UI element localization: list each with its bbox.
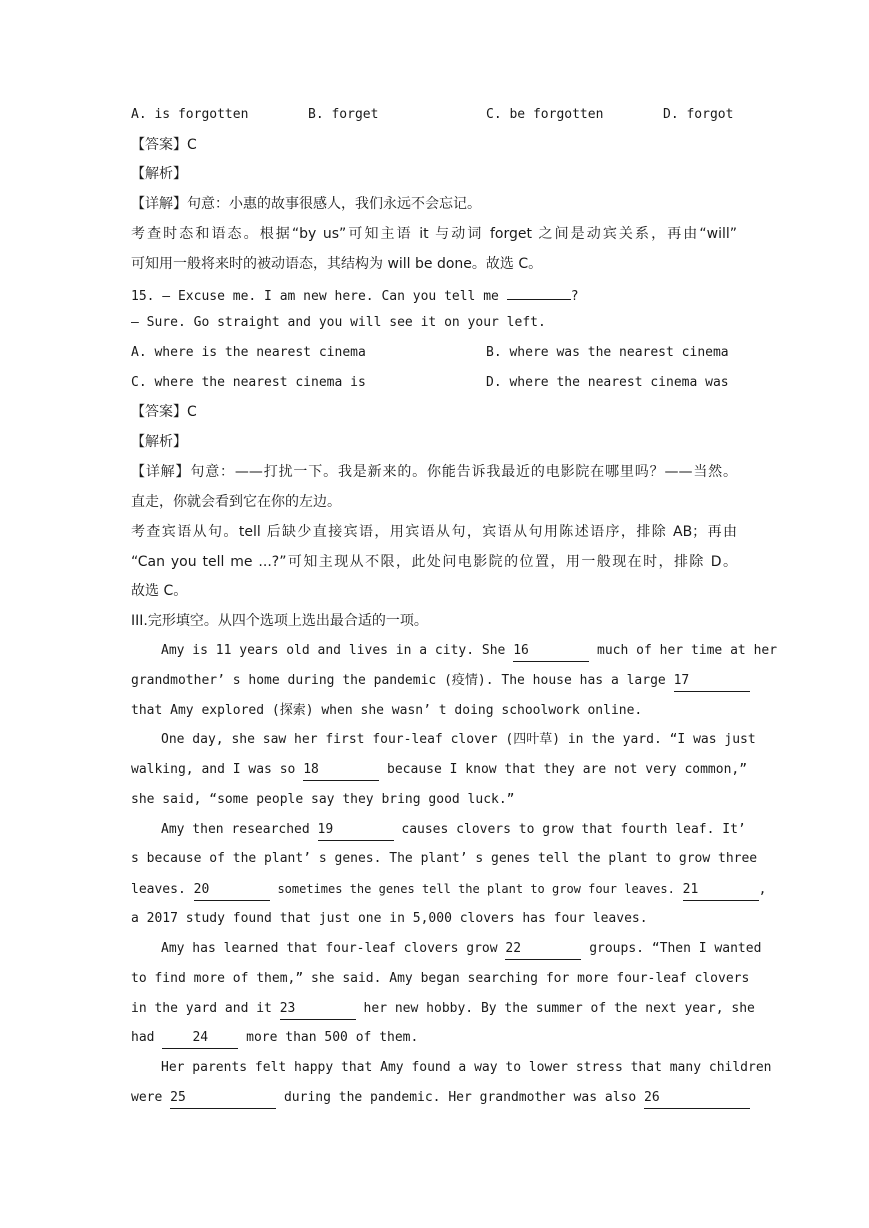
blank-20: 20: [194, 880, 270, 901]
passage-p4-line-4: [131, 1023, 737, 1053]
q14-option-d: D. forgot: [663, 107, 734, 122]
blank-24: 24: [162, 1028, 238, 1049]
blank-19: 19: [318, 820, 394, 841]
q14-analysis-label: 【解析】: [131, 166, 187, 182]
q14-explanation-line-1: 考查时态和语态。根据“by us”可知主语 it 与动词 forget 之间是动宾关系，再由“will”: [131, 226, 737, 242]
passage-text: groups. “Then I wanted: [589, 941, 762, 956]
q15-stem: [131, 279, 737, 309]
q14-option-b: B. forget: [308, 107, 379, 122]
q14-option-a: A. is forgotten: [131, 107, 249, 122]
passage-text: more than 500 of them.: [246, 1030, 419, 1045]
passage-text: had: [131, 1030, 155, 1045]
q15-explanation-line-1: 考查宾语从句。tell 后缺少直接宾语，用宾语从句，宾语从句用陈述语序，排除 AB；再由: [131, 524, 737, 540]
passage-text: during the pandemic. Her grandmother was also: [283, 1090, 637, 1105]
passage-text: grandmother’ s home during the pandemic (疫情). The house has a large: [131, 673, 666, 688]
passage-p2-line-2: [131, 755, 748, 785]
passage-text: causes clovers to grow that fourth leaf. It’: [401, 822, 746, 837]
passage-p3-line-2: s because of the plant’ s genes. The plant’ s genes tell the plant to grow three: [131, 851, 758, 866]
passage-text: ,: [758, 882, 767, 897]
passage-p4-line-1: [161, 934, 762, 964]
blank-18: 18: [303, 760, 379, 781]
section-heading: III.完形填空。从四个选项上选出最合适的一项。: [131, 613, 428, 629]
passage-text: Amy has learned that four-leaf clovers grow: [161, 941, 498, 956]
q14-explanation-line-2: 可知用一般将来时的被动语态，其结构为 will be done。故选 C。: [131, 256, 543, 272]
passage-text: were: [131, 1090, 163, 1105]
q15-answer-blank: [507, 279, 571, 300]
blank-25: 25: [170, 1088, 276, 1109]
passage-p4-line-3: [131, 994, 755, 1024]
passage-p5-line-1: Her parents felt happy that Amy found a way to lower stress that many children: [161, 1060, 772, 1075]
q15-option-d: D. where the nearest cinema was: [486, 375, 729, 390]
blank-26: 26: [644, 1088, 750, 1109]
q15-stem-text: 15. — Excuse me. I am new here. Can you tell me: [131, 289, 499, 304]
passage-text: much of her time at her: [597, 643, 778, 658]
q15-option-a: A. where is the nearest cinema: [131, 345, 366, 360]
passage-p3-line-3: [131, 874, 767, 904]
passage-text: Amy is 11 years old and lives in a city. She: [161, 643, 506, 658]
passage-p2-line-3: she said, “some people say they bring good luck.”: [131, 792, 515, 807]
q15-detail-line-1: 【详解】句意：——打扰一下。我是新来的。你能告诉我最近的电影院在哪里吗？——当然。: [131, 464, 737, 480]
q15-detail-line-2: 直走，你就会看到它在你的左边。: [131, 494, 341, 510]
passage-text: sometimes the genes tell the plant to grow four leaves.: [277, 882, 675, 896]
passage-text: leaves.: [131, 882, 186, 897]
passage-text: because I know that they are not very common,”: [387, 762, 748, 777]
passage-text: walking, and I was so: [131, 762, 296, 777]
q15-reply: — Sure. Go straight and you will see it on your left.: [131, 315, 546, 330]
blank-17: 17: [674, 671, 750, 692]
q15-explanation-line-2: “Can you tell me ...?”可知主现从不限，此处问电影院的位置，用一般现在时，排除 D。: [131, 554, 737, 570]
passage-p3-line-4: a 2017 study found that just one in 5,000 clovers has four leaves.: [131, 911, 648, 926]
q15-options-row-2: [131, 368, 737, 398]
passage-p2-line-1: One day, she saw her first four-leaf clover (四叶草) in the yard. “I was just: [161, 732, 756, 747]
q15-answer: 【答案】C: [131, 404, 197, 420]
q15-analysis-label: 【解析】: [131, 434, 187, 450]
blank-16: 16: [513, 641, 589, 662]
q14-answer: 【答案】C: [131, 137, 197, 153]
q15-option-c: C. where the nearest cinema is: [131, 375, 366, 390]
q14-option-c: C. be forgotten: [486, 107, 604, 122]
passage-text: Amy then researched: [161, 822, 310, 837]
passage-text: in the yard and it: [131, 1001, 272, 1016]
blank-21: 21: [683, 880, 759, 901]
passage-p1-line-1: [161, 636, 778, 666]
q14-options: [131, 100, 737, 130]
q15-stem-end: ?: [570, 289, 579, 304]
q15-explanation-line-3: 故选 C。: [131, 583, 188, 599]
passage-p4-line-2: to find more of them,” she said. Amy began searching for more four-leaf clovers: [131, 971, 750, 986]
passage-p1-line-3: that Amy explored (探索) when she wasn’ t doing schoolwork online.: [131, 703, 643, 718]
passage-p3-line-1: [161, 815, 746, 845]
passage-text: her new hobby. By the summer of the next year, she: [363, 1001, 755, 1016]
q15-option-b: B. where was the nearest cinema: [486, 345, 729, 360]
q15-options-row-1: [131, 338, 737, 368]
blank-22: 22: [505, 939, 581, 960]
passage-p5-line-2: [131, 1083, 737, 1113]
q14-detail: 【详解】句意：小惠的故事很感人，我们永远不会忘记。: [131, 196, 481, 212]
passage-p1-line-2: [131, 666, 737, 696]
blank-23: 23: [280, 999, 356, 1020]
